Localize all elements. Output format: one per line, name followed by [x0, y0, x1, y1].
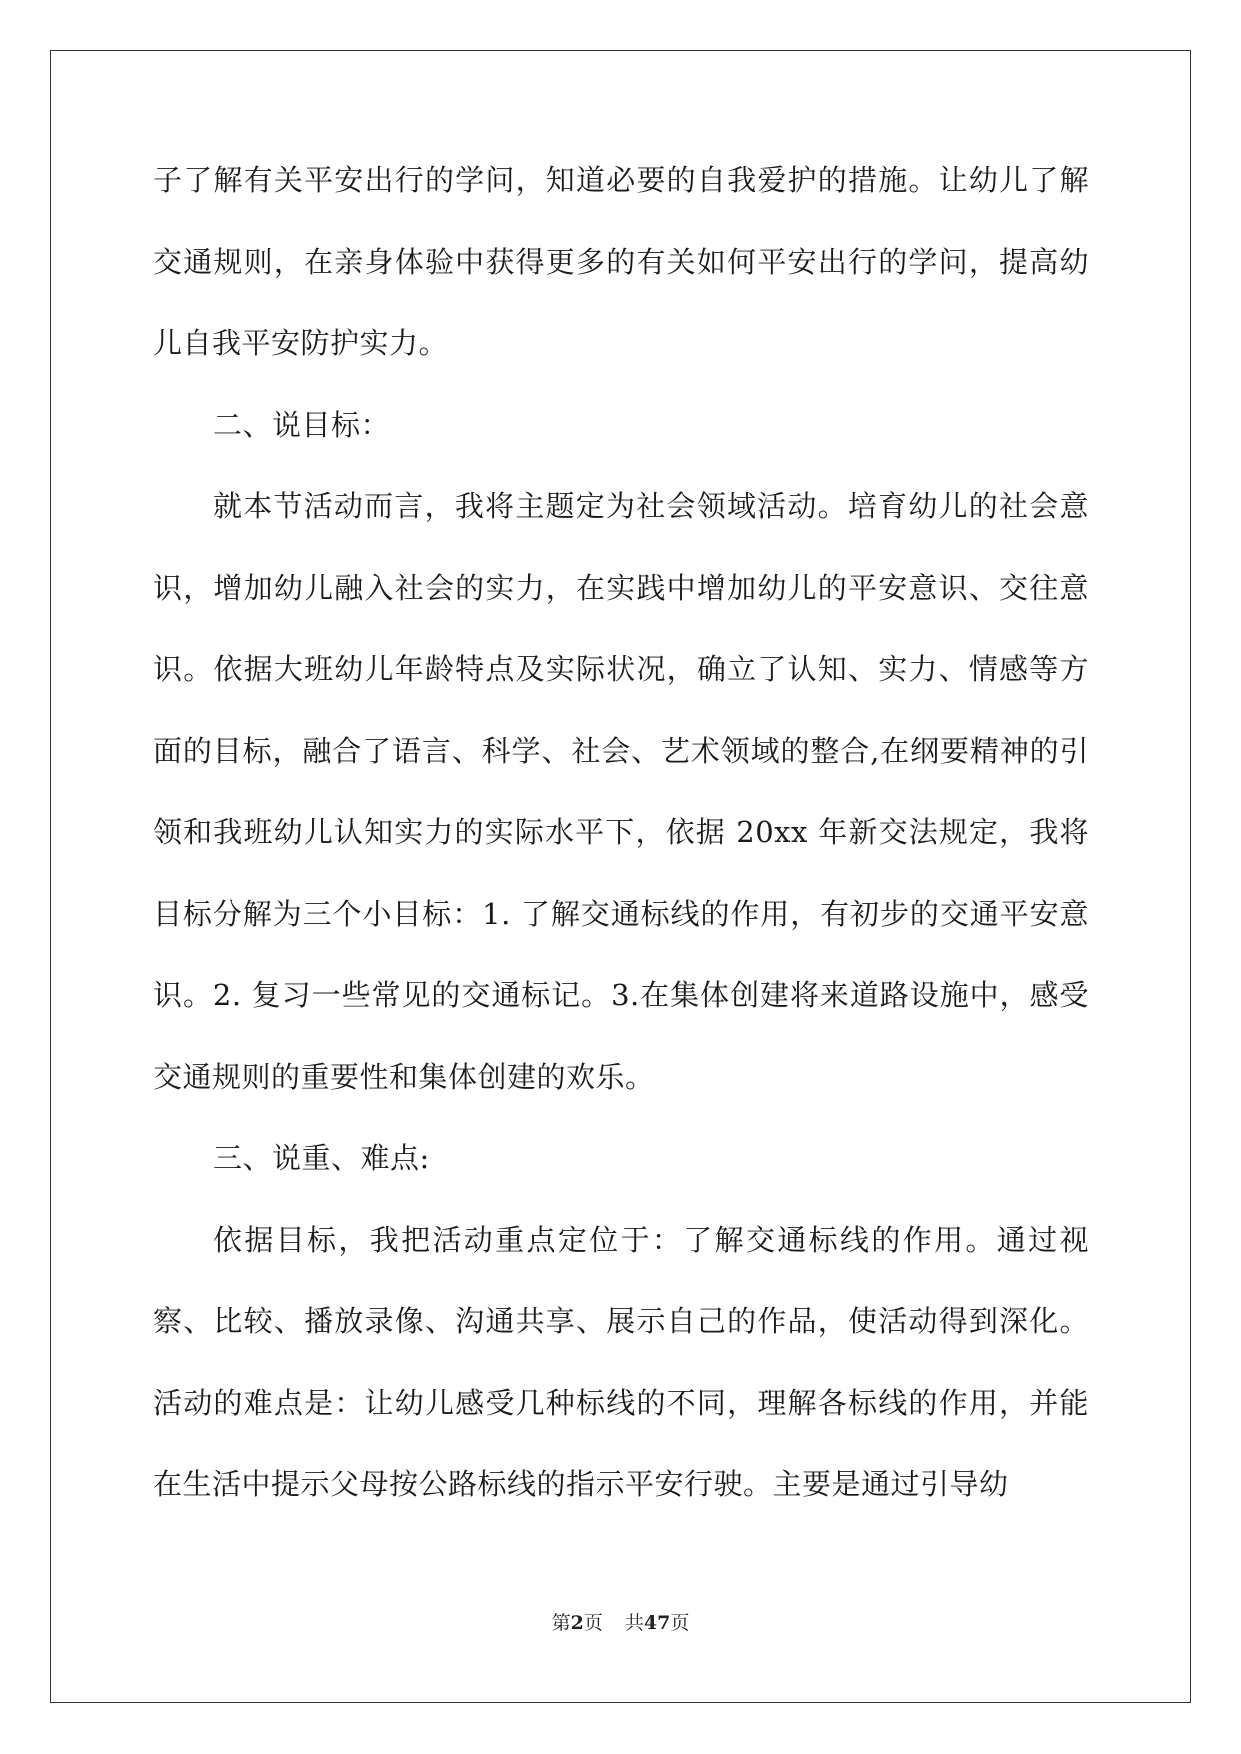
section-heading-goals: 二、说目标：: [213, 407, 391, 442]
paragraph-intro-continued: 子了解有关平安出行的学问，知道必要的自我爱护的措施。让幼儿了解交通规则，在亲身体验中获得更多的有关如何平安出行的学问，提高幼儿自我平安防护实力。: [153, 163, 1089, 360]
page-label-suffix: 页: [583, 1612, 603, 1634]
paragraph-key-points: 依据目标，我把活动重点定位于：了解交通标线的作用。通过视察、比较、播放录像、沟通共享、展示自己的作品，使活动得到深化。活动的难点是：让幼儿感受几种标线的不同，理解各标线的作用，并能在生活中提示父母按公路标线的指示平安行驶。主要是通过引导幼: [153, 1222, 1089, 1501]
page-label-prefix: 第: [551, 1612, 571, 1634]
section-heading-key-points: 三、说重、难点:: [213, 1141, 430, 1175]
page-footer: [0, 1608, 1241, 1635]
total-pages: 47: [643, 1612, 671, 1634]
page-number: 2: [570, 1612, 584, 1634]
paragraph-goals: 就本节活动而言，我将主题定为社会领域活动。培育幼儿的社会意识，增加幼儿融入社会的实力，在实践中增加幼儿的平安意识、交往意识。依据大班幼儿年龄特点及实际状况，确立了认知、实力、情感等方面的目标，融合了语言、科学、社会、艺术领域的整合,在纲要精神的引领和我班幼儿认知实力的实际水平下，依据 20xx 年新交法规定，我将目标分解为三个小目标：1. 了解交通标线的作用，有初步的交通平安意识。2. 复习一些常见的交通标记。3.在集体创建将来道路设施中，感受交通规则的重要性和集体创建的欢乐。: [153, 489, 1089, 1094]
total-label-suffix: 页: [670, 1612, 690, 1634]
total-label-prefix: 共: [624, 1612, 644, 1634]
document-body: [153, 140, 1089, 1526]
